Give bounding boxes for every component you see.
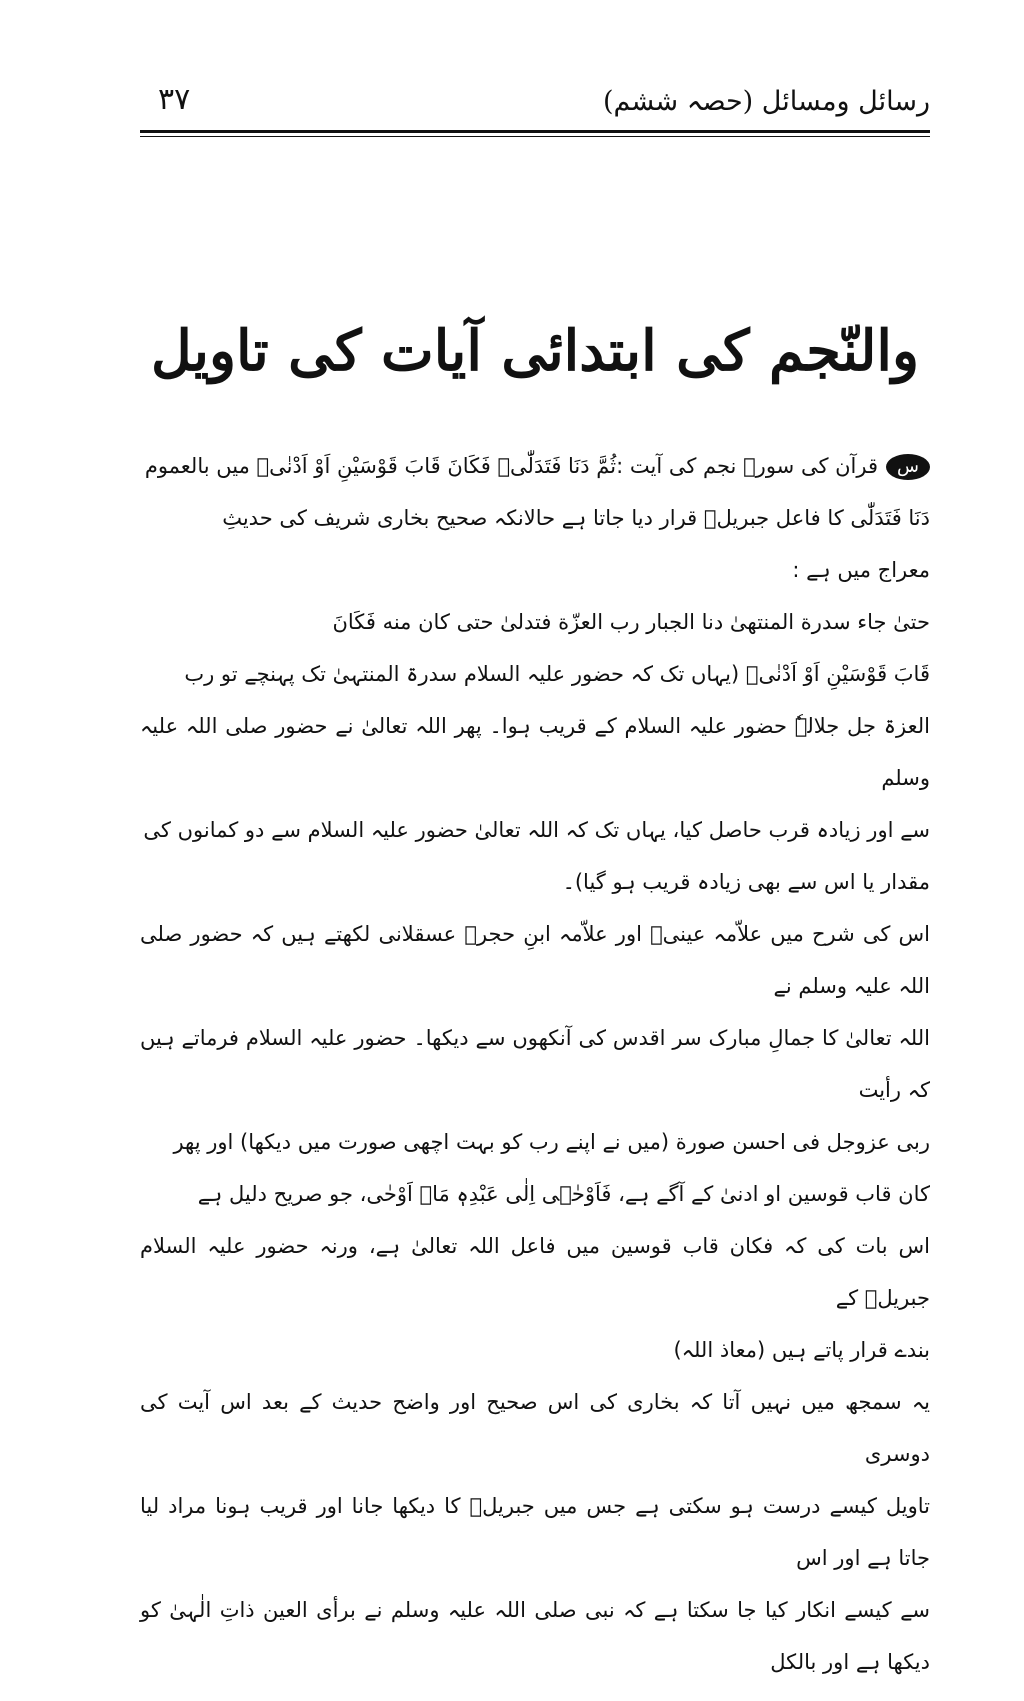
hadith-line-5: مقدار یا اس سے بھی زیادہ قریب ہو گیا)۔: [562, 870, 930, 894]
running-title: رسائل ومسائل (حصہ ششم): [602, 86, 930, 117]
header-rule: [140, 130, 930, 133]
hadith-line-4: سے اور زیادہ قرب حاصل کیا، یہاں تک کہ اللہ تعالیٰ حضور علیہ السلام سے دو کمانوں کی: [143, 818, 930, 842]
question-line-2: دَنَا فَتَدَلّٰی کا فاعل جبریلؑ قرار دیا جاتا ہے حالانکہ صحیح بخاری شریف کی حدیثِ: [222, 506, 930, 530]
commentary-line-4: کان قاب قوسین او ادنیٰ کے آگے ہے، فَاَوْحٰۤى اِلٰى عَبْدِهٖ مَاۤ اَوْحٰى، جو صریح دلیل ہے: [197, 1182, 930, 1206]
hadith-line-2: قَابَ قَوْسَیْنِ اَوْ اَدْنٰیۚ (یہاں تک کہ حضور علیہ السلام سدرۃ المنتہیٰ تک پہنچے تو رب: [184, 662, 930, 686]
commentary-line-5: اس بات کی کہ فکان قاب قوسین میں فاعل اللہ تعالیٰ ہے، ورنہ حضور علیہ السلام جبریلؑ کے: [140, 1234, 930, 1310]
closing-line-3: سے کیسے انکار کیا جا سکتا ہے کہ نبی صلی اللہ علیہ وسلم نے برأی العین ذاتِ الٰہیٰ کو دیکھا ہے اور بالکل: [140, 1598, 930, 1674]
header-rule-thin: [140, 136, 930, 137]
hadith-line-3: العزۃ جل جلالہٗ حضور علیہ السلام کے قریب ہوا۔ پھر اللہ تعالیٰ نے حضور صلی اللہ علیہ وسلم: [140, 714, 930, 790]
commentary-line-2: اللہ تعالیٰ کا جمالِ مبارک سر اقدس کی آنکھوں سے دیکھا۔ حضور علیہ السلام فرماتے ہیں کہ رأیت: [140, 1026, 930, 1102]
commentary-line-1: اس کی شرح میں علاّمہ عینیؒ اور علاّمہ ابنِ حجرؒ عسقلانی لکھتے ہیں کہ حضور صلی اللہ علیہ وسلم نے: [140, 922, 930, 998]
chapter-title: والنّجم کی ابتدائی آیات کی تاویل: [150, 318, 919, 384]
commentary-line-6: بندے قرار پاتے ہیں (معاذ اللہ): [673, 1338, 930, 1362]
question-line-3: معراج میں ہے :: [792, 558, 930, 582]
question-line-1: سقرآن کی سورۂ نجم کی آیت :ثُمَّ دَنَا فَتَدَلّٰیۙ فَكَانَ قَابَ قَوْسَیْنِ اَوْ اَدْنٰیۚ میں بالعموم: [140, 440, 930, 492]
page-number: ۳۷: [158, 82, 191, 117]
closing-line-1: یہ سمجھ میں نہیں آتا کہ بخاری کی اس صحیح اور واضح حدیث کے بعد اس آیت کی دوسری: [140, 1390, 930, 1466]
commentary-line-3: ربی عزوجل فی احسن صورة (میں نے اپنے رب کو بہت اچھی صورت میں دیکھا) اور پھر: [173, 1130, 930, 1154]
question-badge: س: [886, 454, 930, 480]
closing-line-2: تاویل کیسے درست ہو سکتی ہے جس میں جبریلؑ کا دیکھا جانا اور قریب ہونا مراد لیا جاتا ہے اور اس: [140, 1494, 930, 1570]
body-text: [140, 440, 930, 1688]
hadith-line-1: حتیٰ جاء سدرة المنتهیٰ دنا الجبار رب العزّة فتدلیٰ حتی کان منه فَكَانَ: [332, 610, 930, 634]
page-header: [140, 80, 930, 128]
